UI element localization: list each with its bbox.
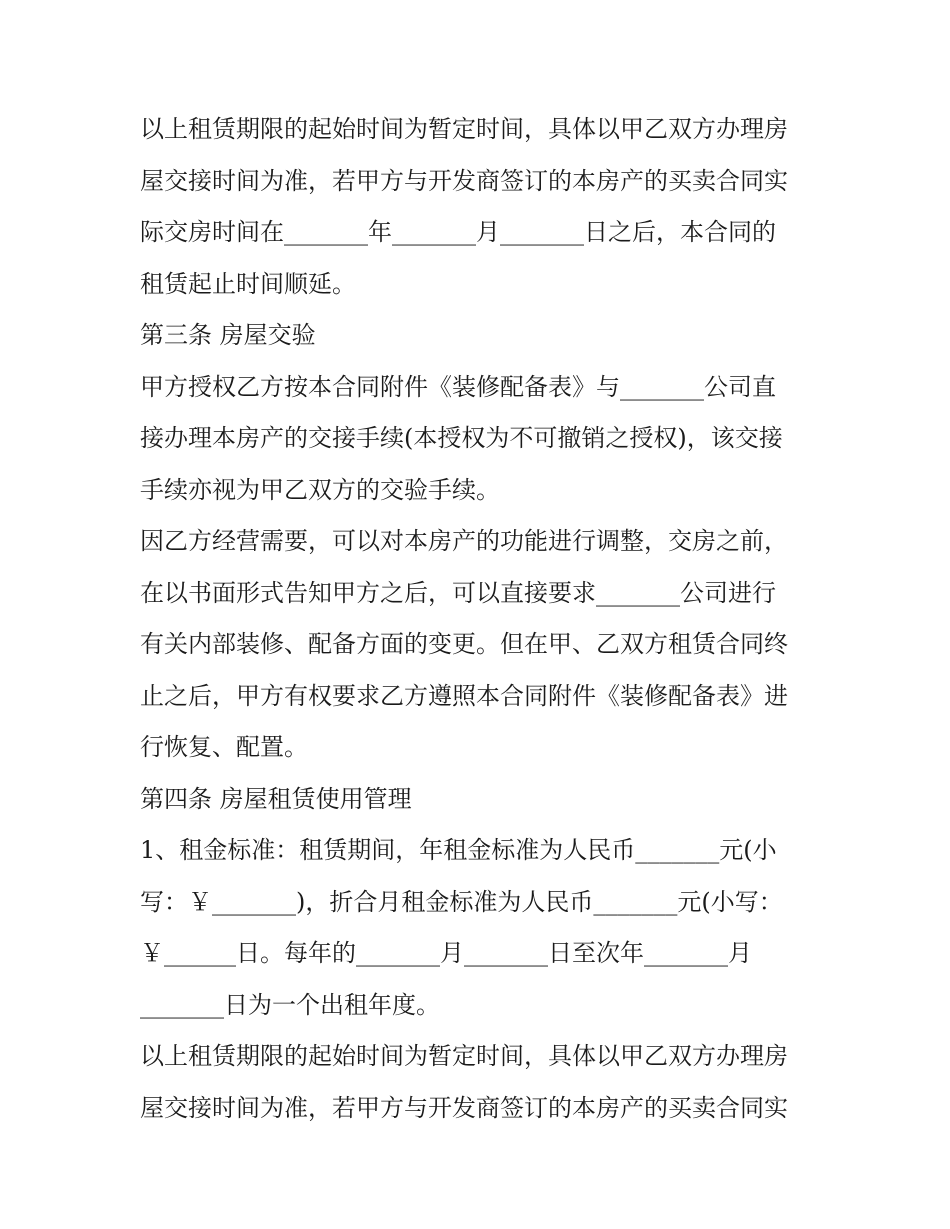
text-line: 屋交接时间为准，若甲方与开发商签订的本房产的买卖合同实	[140, 166, 788, 195]
text-line: 在以书面形式告知甲方之后，可以直接要求_______公司进行	[140, 578, 776, 607]
text-line: _______日为一个出租年度。	[140, 990, 440, 1019]
document-body	[140, 104, 820, 1134]
text-line: 甲方授权乙方按本合同附件《装修配备表》与_______公司直	[140, 372, 776, 401]
text-line: 以上租赁期限的起始时间为暂定时间，具体以甲乙双方办理房	[140, 115, 788, 143]
text-line: 际交房时间在_______年_______月_______日之后，本合同的	[140, 218, 776, 246]
text-line: 写：￥_______)，折合月租金标准为人民币_______元(小写：	[140, 887, 783, 916]
section-heading: 第四条 房屋租赁使用管理	[140, 784, 412, 813]
text-line: 有关内部装修、配备方面的变更。但在甲、乙双方租赁合同终	[140, 630, 788, 658]
text-line: 1、租金标准：租赁期间，年租金标准为人民币_______元(小	[140, 836, 777, 864]
text-line: 以上租赁期限的起始时间为暂定时间，具体以甲乙双方办理房	[140, 1042, 788, 1070]
text-line: 租赁起止时间顺延。	[140, 269, 356, 298]
text-line: 屋交接时间为准，若甲方与开发商签订的本房产的买卖合同实	[140, 1093, 788, 1122]
text-line: ￥______日。每年的_______月_______日至次年_______月	[140, 939, 752, 967]
text-line: 接办理本房产的交接手续(本授权为不可撤销之授权)，该交接	[140, 424, 783, 452]
text-line: 止之后，甲方有权要求乙方遵照本合同附件《装修配备表》进	[140, 681, 788, 710]
section-heading: 第三条 房屋交验	[140, 321, 316, 349]
text-line: 行恢复、配置。	[140, 733, 308, 761]
text-line: 手续亦视为甲乙双方的交验手续。	[140, 475, 500, 504]
text-line: 因乙方经营需要，可以对本房产的功能进行调整，交房之前，	[140, 527, 788, 555]
